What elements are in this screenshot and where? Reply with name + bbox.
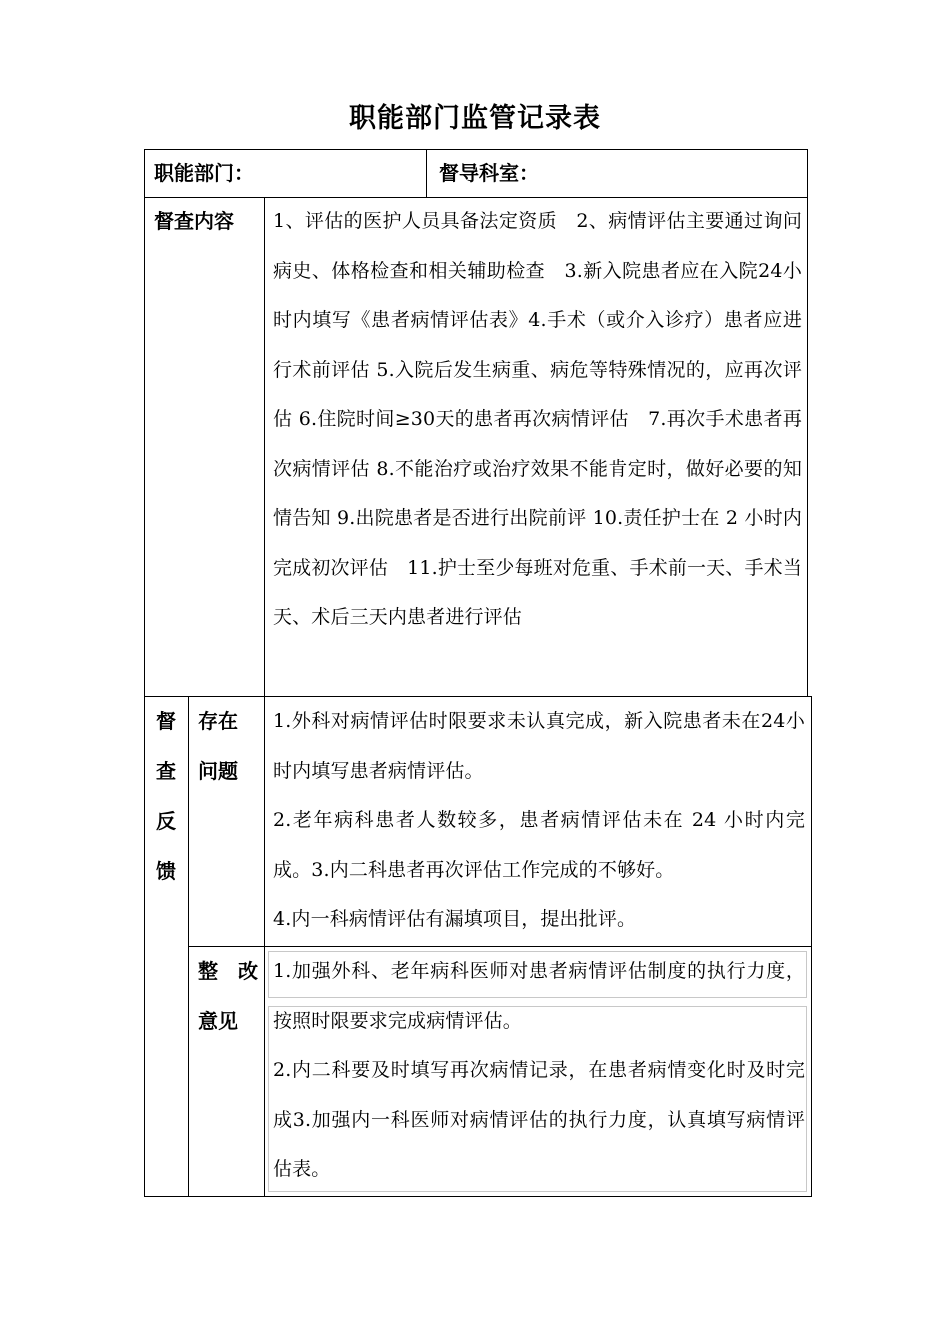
table-border-right-lower <box>811 696 812 1197</box>
problems-label <box>198 696 238 796</box>
table-border-top <box>144 149 808 150</box>
target-dept-label: 督导科室： <box>439 161 539 185</box>
table-divider-label-upper <box>264 197 265 697</box>
rectification-item: 2.内二科要及时填写再次病情记录，在患者病情变化时及时完成3.加强内一科医师对病情评估的执行力度，认真填写病情评估表。 <box>273 1059 805 1180</box>
inspection-content <box>273 197 802 643</box>
feedback-label-char: 督 <box>156 709 176 733</box>
rectification-label <box>198 946 258 1046</box>
table-border-right-upper <box>807 149 808 697</box>
table-divider-feedback-col <box>188 696 189 1197</box>
rectification-item: 1.加强外科、老年病科医师对患者病情评估制度的执行力度，按照时限要求完成病情评估。 <box>273 960 805 1032</box>
rectification-content <box>273 947 805 1195</box>
feedback-label-char: 查 <box>156 759 176 783</box>
table-border-bottom <box>144 1196 812 1197</box>
feedback-label-char: 馈 <box>156 859 176 883</box>
problem-item: 1.外科对病情评估时限要求未认真完成，新入院患者未在24小时内填写患者病情评估。 <box>273 710 805 782</box>
inspection-label: 督查内容 <box>154 209 234 233</box>
rectification-label-line: 整 改 <box>198 959 258 983</box>
problem-item: 2.老年病科患者人数较多，患者病情评估未在 24 小时内完成。3.内二科患者再次评估工作完成的不够好。 <box>273 809 805 881</box>
inspection-content-text: 1、评估的医护人员具备法定资质 2、病情评估主要通过询问病史、体格检查和相关辅助检查 3.新入院患者应在入院24小时内填写《患者病情评估表》4.手术（或介入诊疗）患者应进行术前评估 5.入院后发生病重、病危等特殊情况的，应再次评估 6.住院时间≥30天的患者再次病情评估 7.再次手术患者再次病情评估 8.不能治疗或治疗效果不能肯定时，做好必要的知情告知 9.出院患者是否进行出院前评 10.责任护士在 2 小时内完成初次评估 11.护士至少每班对危重、手术前一天、手术当天、术后三天内患者进行评估 <box>273 210 802 628</box>
problems-label-line: 问题 <box>198 759 238 783</box>
problem-item: 4.内一科病情评估有漏填项目，提出批评。 <box>273 908 637 930</box>
table-divider-header-mid <box>426 149 427 198</box>
feedback-label <box>151 696 181 896</box>
dept-label: 职能部门： <box>154 161 254 185</box>
feedback-label-char: 反 <box>156 809 176 833</box>
rectification-label-line: 意见 <box>198 1009 238 1033</box>
table-border-left <box>144 149 145 1197</box>
problems-content <box>273 697 805 945</box>
page-title: 职能部门监管记录表 <box>349 103 601 134</box>
problems-label-line: 存在 <box>198 709 238 733</box>
table-divider-label-lower <box>264 696 265 1197</box>
